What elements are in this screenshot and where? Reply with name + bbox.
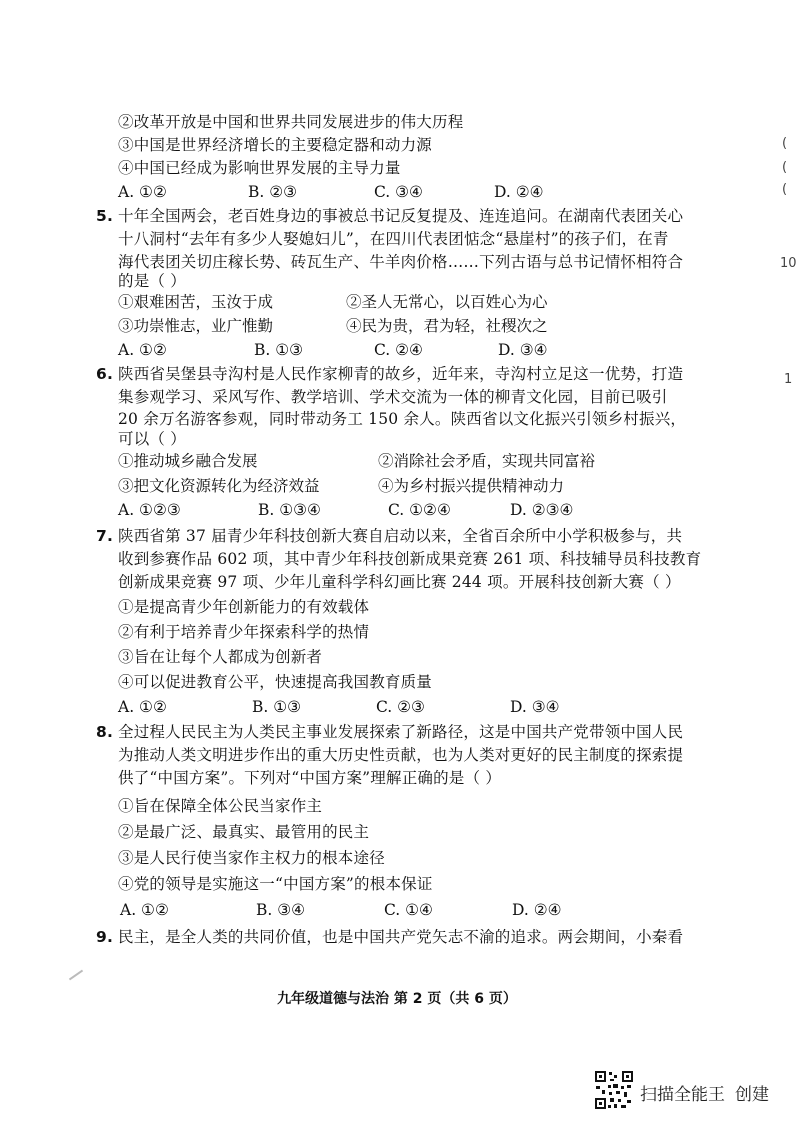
q8-statement-4: ④党的领导是实施这一“中国方案”的根本保证 <box>118 875 433 893</box>
q8-option-d: D. ②④ <box>512 901 562 919</box>
q5-stem-line-1: 5. 十年全国两会，老百姓身边的事被总书记反复提及、连连追问。在湖南代表团关心 <box>96 207 684 225</box>
scanner-app-name: 扫描全能王 <box>640 1085 725 1105</box>
q8-number: 8. <box>96 723 114 741</box>
q7-stem-line-2: 收到参赛作品 602 项，其中青少年科技创新成果竞赛 261 项、科技辅导员科技教育 <box>118 550 702 568</box>
q8-option-b: B. ③④ <box>256 901 306 919</box>
q8-option-a: A. ①② <box>120 901 169 919</box>
q6-statement-1: ①推动城乡融合发展 <box>118 452 258 470</box>
q7-statement-4: ④可以促进教育公平，快速提高我国教育质量 <box>118 673 433 691</box>
page-footer: 九年级道德与法治 第 2 页（共 6 页） <box>277 991 517 1007</box>
q7-option-c: C. ②③ <box>376 698 425 716</box>
scan-mark <box>69 970 83 981</box>
q5-statement-1: ①艰难困苦，玉汝于成 <box>118 293 274 311</box>
q5-statement-3: ③功崇惟志，业广惟勤 <box>118 317 274 335</box>
q7-option-d: D. ③④ <box>510 698 560 716</box>
q6-option-b: B. ①③④ <box>258 501 321 519</box>
q6-option-a: A. ①②③ <box>118 501 181 519</box>
edge-mark-2: ( <box>782 182 788 197</box>
q7-option-a: A. ①② <box>118 698 167 716</box>
q8-statement-1: ①旨在保障全体公民当家作主 <box>118 797 323 815</box>
q6-number: 6. <box>96 365 114 383</box>
qr-code-icon <box>594 1070 634 1110</box>
q4-option-a: A. ①② <box>118 183 167 201</box>
q5-stem-line-4: 的是（ ） <box>118 272 186 290</box>
q7-option-b: B. ①③ <box>252 698 302 716</box>
q6-stem-line-1: 6. 陕西省吴堡县寺沟村是人民作家柳青的故乡，近年来，寺沟村立足这一优势，打造 <box>96 365 684 383</box>
q6-option-c: C. ①②④ <box>388 501 451 519</box>
q8-statement-2: ②是最广泛、最真实、最管用的民主 <box>118 823 370 841</box>
edge-mark-4: 10 <box>780 256 797 271</box>
q4-option-d: D. ②④ <box>494 183 544 201</box>
q5-stem-line-3: 海代表团关切庄稼长势、砖瓦生产、牛羊肉价格……下列古语与总书记情怀相符合 <box>118 253 684 271</box>
q7-number: 7. <box>96 527 114 545</box>
q7-stem-line-1: 7. 陕西省第 37 届青少年科技创新大赛自启动以来，全省百余所中小学积极参与，共 <box>96 527 683 545</box>
q8-option-c: C. ①④ <box>384 901 433 919</box>
edge-mark-1: ( <box>782 136 788 151</box>
q7-stem-line-3: 创新成果竞赛 97 项、少年儿童科学科幻画比赛 244 项。开展科技创新大赛（ ） <box>118 573 681 591</box>
q6-option-d: D. ②③④ <box>510 501 574 519</box>
q6-stem-line-4: 可以（ ） <box>118 430 186 448</box>
q4-statement-3: ③中国是世界经济增长的主要稳定器和动力源 <box>118 136 433 154</box>
q5-option-d: D. ③④ <box>498 341 548 359</box>
q7-statement-3: ③旨在让每个人都成为创新者 <box>118 648 323 666</box>
q4-statement-2: ②改革开放是中国和世界共同发展进步的伟大历程 <box>118 113 464 131</box>
q6-stem-line-2: 集参观学习、采风写作、教学培训、学术交流为一体的柳青文化园，目前已吸引 <box>118 388 668 406</box>
q9-stem-line-1: 9. 民主，是全人类的共同价值，也是中国共产党矢志不渝的追求。两会期间，小秦看 <box>96 928 684 946</box>
q8-stem-line-1: 8. 全过程人民民主为人类民主事业发展探索了新路径，这是中国共产党带领中国人民 <box>96 723 684 741</box>
q7-statement-1: ①是提高青少年创新能力的有效载体 <box>118 598 370 616</box>
q6-stem-line-3: 20 余万名游客参观，同时带动务工 150 余人。陕西省以文化振兴引领乡村振兴， <box>118 410 687 428</box>
edge-mark-5: 1 <box>784 372 793 387</box>
q7-statement-2: ②有利于培养青少年探索科学的热情 <box>118 623 370 641</box>
q5-option-c: C. ②④ <box>374 341 423 359</box>
q8-stem-line-3: 供了“中国方案”。下列对“中国方案”理解正确的是（ ） <box>118 769 502 787</box>
q5-statement-2: ②圣人无常心，以百姓心为心 <box>346 293 548 311</box>
scanner-watermark <box>640 1080 769 1105</box>
q8-stem-line-2: 为推动人类文明进步作出的重大历史性贡献，也为人类对更好的民主制度的探索提 <box>118 746 684 764</box>
q9-number: 9. <box>96 928 114 946</box>
q5-statement-4: ④民为贵，君为轻，社稷次之 <box>346 317 548 335</box>
edge-mark-3: ( <box>782 160 788 175</box>
q5-stem-line-2: 十八洞村“去年有多少人娶媳妇儿”，在四川代表团惦念“悬崖村”的孩子们，在青 <box>118 230 669 248</box>
q5-option-a: A. ①② <box>118 341 167 359</box>
q5-number: 5. <box>96 207 114 225</box>
scanner-action: 创建 <box>735 1085 769 1105</box>
q6-statement-2: ②消除社会矛盾，实现共同富裕 <box>378 452 596 470</box>
q6-statement-3: ③把文化资源转化为经济效益 <box>118 477 320 495</box>
q8-statement-3: ③是人民行使当家作主权力的根本途径 <box>118 849 385 867</box>
q5-option-b: B. ①③ <box>254 341 304 359</box>
q6-statement-4: ④为乡村振兴提供精神动力 <box>378 477 565 495</box>
q4-statement-4: ④中国已经成为影响世界发展的主导力量 <box>118 159 401 177</box>
q4-option-c: C. ③④ <box>374 183 423 201</box>
q4-option-b: B. ②③ <box>248 183 298 201</box>
